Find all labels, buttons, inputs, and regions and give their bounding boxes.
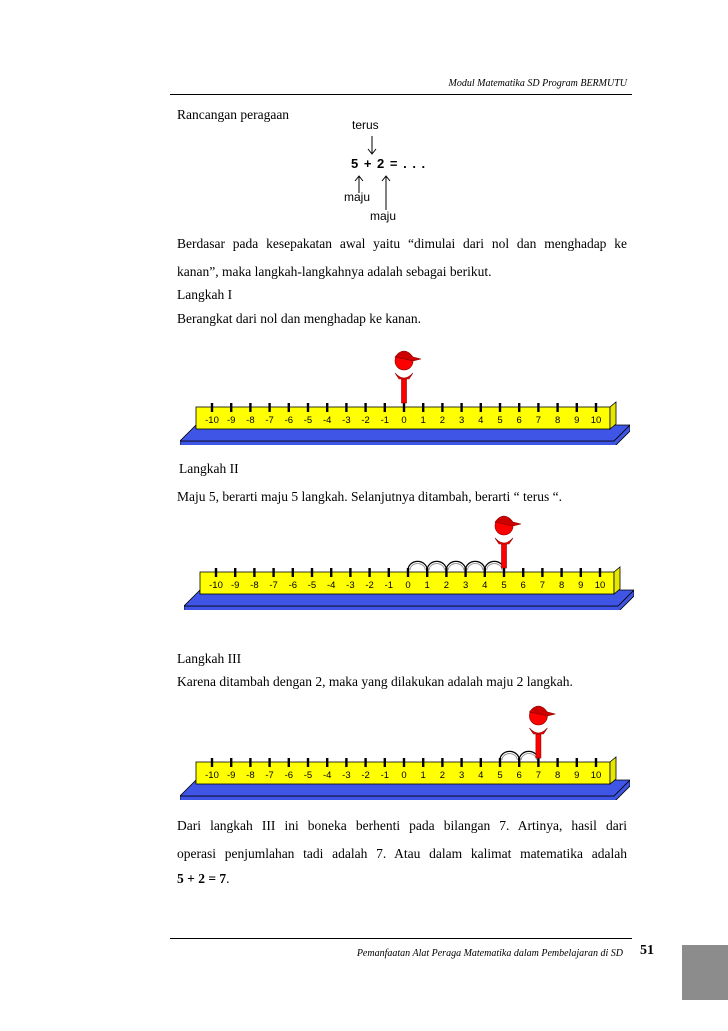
- tick-label: 5: [497, 415, 503, 426]
- tick-label: 1: [424, 580, 430, 591]
- tick-mark: [460, 403, 462, 412]
- conclusion-line-3: [177, 870, 230, 888]
- tick-mark: [326, 403, 328, 412]
- tick-label: 10: [594, 580, 606, 591]
- tick-mark: [211, 758, 213, 767]
- hop-arc: [427, 561, 446, 570]
- tick-label: 7: [535, 415, 542, 426]
- tick-mark: [288, 403, 290, 412]
- tick-label: -6: [284, 770, 294, 781]
- design-heading: Rancangan peragaan: [177, 107, 290, 122]
- step1-title: Langkah I: [177, 287, 233, 302]
- tick-mark: [580, 568, 582, 577]
- tick-label: -5: [303, 415, 313, 426]
- tick-label: 3: [458, 415, 465, 426]
- tick-mark: [537, 403, 539, 412]
- tick-label: -8: [246, 770, 255, 781]
- tick-label: 6: [516, 770, 522, 781]
- tick-mark: [364, 403, 366, 412]
- hop-arc: [485, 561, 504, 570]
- tick-mark: [253, 568, 255, 577]
- number-line-step3: [180, 700, 630, 800]
- tick-label: -6: [284, 415, 294, 426]
- doll-figure: [495, 516, 521, 568]
- tick-mark: [249, 403, 251, 412]
- tick-label: 4: [482, 580, 488, 591]
- tick-mark: [215, 568, 217, 577]
- tick-mark: [211, 403, 213, 412]
- tick-label: -7: [269, 580, 278, 591]
- tick-mark: [364, 758, 366, 767]
- tick-mark: [330, 568, 332, 577]
- tick-mark: [599, 568, 601, 577]
- tick-label: -2: [361, 770, 370, 781]
- tick-mark: [499, 403, 501, 412]
- doll-body: [395, 373, 413, 379]
- tick-mark: [556, 758, 558, 767]
- tick-mark: [368, 568, 370, 577]
- running-header: Modul Matematika SD Program BERMUTU: [448, 78, 627, 89]
- tick-mark: [230, 758, 232, 767]
- label-maju-first: maju: [344, 190, 371, 204]
- tick-mark: [460, 758, 462, 767]
- tick-label: 5: [501, 580, 507, 591]
- tick-mark: [326, 758, 328, 767]
- hop-arc-shade: [448, 564, 463, 570]
- tick-mark: [349, 568, 351, 577]
- tick-label: 7: [539, 580, 546, 591]
- tick-label: -2: [365, 580, 374, 591]
- tick-mark: [541, 568, 543, 577]
- tick-label: 4: [478, 770, 484, 781]
- tick-label: 10: [590, 415, 602, 426]
- tick-label: 6: [520, 580, 526, 591]
- tick-label: -7: [265, 770, 274, 781]
- tick-label: -9: [226, 415, 236, 426]
- doll-body: [529, 728, 547, 734]
- tick-mark: [595, 758, 597, 767]
- number-line-step2: [184, 515, 634, 610]
- doll-figure: [529, 706, 555, 758]
- tick-label: -6: [288, 580, 298, 591]
- tick-label: -3: [342, 770, 351, 781]
- doll-stem: [502, 544, 507, 568]
- tick-label: 8: [558, 580, 565, 591]
- footer-rule: [170, 938, 632, 939]
- hop-arc-shade: [521, 754, 536, 760]
- step3-text: Karena ditambah dengan 2, maka yang dilakukan adalah maju 2 langkah.: [177, 674, 573, 689]
- label-terus: terus: [352, 118, 379, 132]
- header-rule: [170, 94, 632, 95]
- tick-label: -8: [250, 580, 259, 591]
- tick-label: 2: [439, 415, 446, 426]
- hop-arc-shade: [487, 564, 502, 570]
- tick-mark: [384, 758, 386, 767]
- tick-label: 8: [554, 770, 561, 781]
- tick-label: -3: [342, 415, 351, 426]
- tick-mark: [345, 758, 347, 767]
- tick-mark: [556, 403, 558, 412]
- hop-arc: [408, 561, 427, 570]
- tick-label: -4: [326, 580, 336, 591]
- tick-label: -10: [209, 580, 223, 591]
- tick-label: 3: [462, 580, 469, 591]
- tick-mark: [249, 758, 251, 767]
- page-tab-marker: [682, 945, 728, 1000]
- doll-figure: [395, 351, 421, 403]
- intro-line-1: Berdasar pada kesepakatan awal yaitu “dimulai dari nol dan menghadap ke: [177, 236, 627, 251]
- tick-mark: [292, 568, 294, 577]
- tick-label: -4: [322, 415, 332, 426]
- tick-mark: [268, 758, 270, 767]
- hop-arc: [500, 751, 519, 760]
- tick-label: 0: [401, 770, 407, 781]
- tick-label: -9: [230, 580, 240, 591]
- tick-label: -5: [307, 580, 317, 591]
- hop-arc-shade: [502, 754, 517, 760]
- tick-mark: [522, 568, 524, 577]
- step2-title: Langkah II: [179, 461, 239, 476]
- tick-mark: [230, 403, 232, 412]
- tick-mark: [311, 568, 313, 577]
- number-line-rail-end: [610, 402, 616, 429]
- tick-mark: [441, 403, 443, 412]
- tick-label: -5: [303, 770, 313, 781]
- tick-label: -8: [246, 415, 255, 426]
- tick-mark: [272, 568, 274, 577]
- tick-mark: [560, 568, 562, 577]
- intro-line-2: kanan”, maka langkah-langkahnya adalah sebagai berikut.: [177, 264, 492, 279]
- tick-label: -1: [380, 415, 390, 426]
- number-line-rail-end: [610, 757, 616, 784]
- tick-label: -9: [226, 770, 236, 781]
- tick-label: -7: [265, 415, 274, 426]
- conclusion-line-1: Dari langkah III ini boneka berhenti pada bilangan 7. Artinya, hasil dari: [177, 818, 627, 833]
- design-arrows: [330, 128, 410, 218]
- tick-label: 9: [574, 415, 580, 426]
- tick-mark: [403, 758, 405, 767]
- tick-label: -10: [205, 770, 219, 781]
- number-line-step1: [180, 350, 630, 445]
- tick-label: 9: [578, 580, 584, 591]
- tick-mark: [518, 403, 520, 412]
- tick-label: 4: [478, 415, 484, 426]
- tick-mark: [480, 403, 482, 412]
- tick-mark: [307, 403, 309, 412]
- tick-label: -4: [322, 770, 332, 781]
- tick-mark: [422, 403, 424, 412]
- equation: 5 + 2 = . . .: [351, 156, 427, 171]
- step3-title: Langkah III: [177, 651, 242, 666]
- doll-body: [495, 538, 513, 544]
- tick-mark: [345, 403, 347, 412]
- tick-mark: [307, 758, 309, 767]
- tick-label: 10: [590, 770, 602, 781]
- step1-text: Berangkat dari nol dan menghadap ke kanan.: [177, 311, 422, 326]
- tick-mark: [388, 568, 390, 577]
- tick-mark: [480, 758, 482, 767]
- step2-text: Maju 5, berarti maju 5 langkah. Selanjutnya ditambah, berarti “ terus “.: [177, 489, 563, 504]
- running-footer: Pemanfaatan Alat Peraga Matematika dalam Pembelajaran di SD: [356, 948, 623, 959]
- tick-label: 2: [443, 580, 450, 591]
- tick-mark: [576, 403, 578, 412]
- tick-mark: [576, 758, 578, 767]
- label-maju-second: maju: [370, 209, 397, 223]
- hop-arc: [466, 561, 485, 570]
- tick-label: 0: [401, 415, 407, 426]
- result-period: .: [226, 871, 230, 886]
- tick-mark: [288, 758, 290, 767]
- tick-mark: [595, 403, 597, 412]
- tick-label: 7: [535, 770, 542, 781]
- page-number: 51: [640, 943, 654, 958]
- tick-label: 9: [574, 770, 580, 781]
- tick-label: 1: [420, 770, 426, 781]
- tick-mark: [441, 758, 443, 767]
- tick-label: 2: [439, 770, 446, 781]
- tick-label: 8: [554, 415, 561, 426]
- tick-mark: [403, 403, 405, 412]
- tick-mark: [384, 403, 386, 412]
- tick-label: 6: [516, 415, 522, 426]
- result-equation: 5 + 2 = 7: [177, 871, 227, 886]
- hop-arc: [519, 751, 538, 760]
- conclusion-line-2: operasi penjumlahan tadi adalah 7. Atau dalam kalimat matematika adalah: [177, 846, 627, 861]
- doll-stem: [536, 734, 541, 758]
- tick-label: -3: [346, 580, 355, 591]
- tick-label: 3: [458, 770, 465, 781]
- tick-mark: [234, 568, 236, 577]
- tick-label: -2: [361, 415, 370, 426]
- tick-label: 5: [497, 770, 503, 781]
- tick-label: -1: [380, 770, 390, 781]
- hop-arc: [446, 561, 465, 570]
- tick-mark: [268, 403, 270, 412]
- hop-arc-shade: [468, 564, 483, 570]
- tick-mark: [422, 758, 424, 767]
- tick-label: 1: [420, 415, 426, 426]
- hop-arc-shade: [410, 564, 425, 570]
- doll-stem: [402, 379, 407, 403]
- tick-label: -10: [205, 415, 219, 426]
- number-line-rail-end: [614, 567, 620, 594]
- tick-label: 0: [405, 580, 411, 591]
- tick-label: -1: [384, 580, 394, 591]
- hop-arc-shade: [429, 564, 444, 570]
